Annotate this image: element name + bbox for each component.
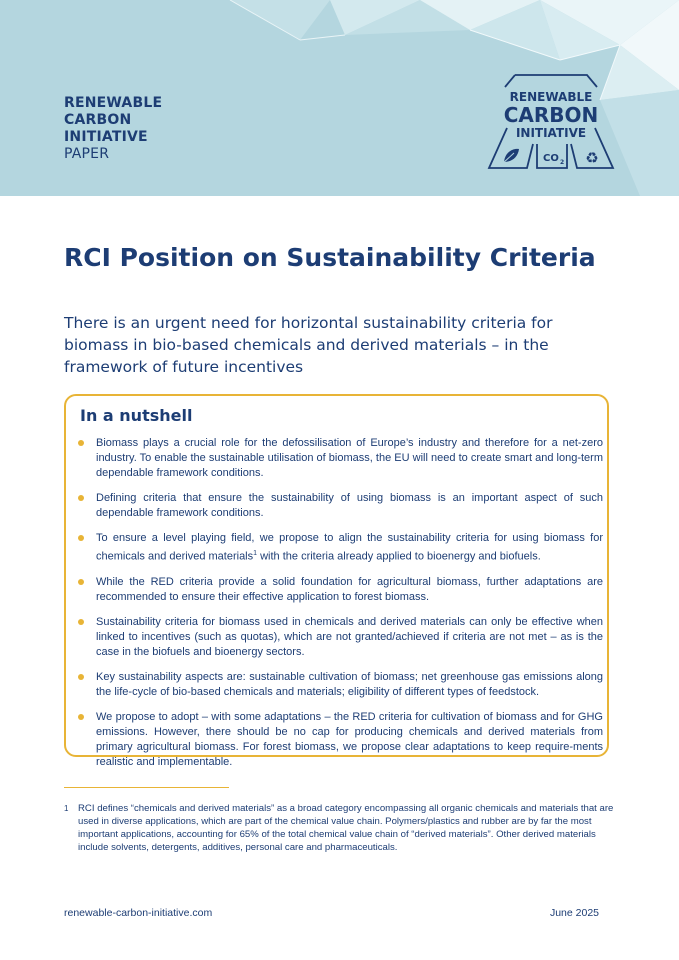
bullet-dot bbox=[78, 674, 84, 680]
footnote-text: RCI defines “chemicals and derived materials” as a broad category encompassing all organic chemicals and materials that are used in diverse applications, which are part of the chemical value chain. Polymers/plastics and rubber are by far the most important applications, accounting for 65% of the total chemical value chain of “derived materials”. Other derived materials include solvents, detergents, additives, personal care and pharmaceuticals. bbox=[78, 803, 614, 853]
bullet-dot bbox=[78, 579, 84, 585]
page-title: RCI Position on Sustainability Criteria bbox=[64, 243, 596, 272]
nutshell-bullet: While the RED criteria provide a solid foundation for agricultural biomass, further adaptations are recommended to ensure their effective application to forest biomass. bbox=[76, 575, 603, 605]
brand-line-2: CARBON bbox=[64, 112, 132, 128]
co2-icon bbox=[543, 153, 564, 166]
logo-line-3: INITIATIVE bbox=[515, 126, 587, 140]
svg-text:CO: CO bbox=[543, 153, 559, 164]
footnote-ref[interactable]: 1 bbox=[253, 550, 258, 557]
leaf-icon bbox=[502, 149, 519, 164]
brand-line-3: INITIATIVE bbox=[64, 129, 148, 145]
nutshell-bullet: Biomass plays a crucial role for the defossilisation of Europe’s industry and therefore for a net-zero industry. To enable the sustainable utilisation of biomass, the EU will need to create smart and long-term dependable framework conditions. bbox=[76, 436, 603, 481]
nutshell-box bbox=[64, 394, 609, 768]
page-subtitle: There is an urgent need for horizontal sustainability criteria for biomass in bio-based chemicals and derived materials – in the framework of future incentives bbox=[64, 314, 553, 376]
footnote bbox=[64, 802, 614, 854]
footer-url[interactable]: renewable-carbon-initiative.com bbox=[64, 907, 213, 919]
bullet-dot bbox=[78, 535, 84, 541]
svg-text:2: 2 bbox=[560, 159, 565, 166]
recycle-icon bbox=[585, 149, 598, 167]
header-band bbox=[0, 0, 679, 196]
nutshell-list bbox=[76, 436, 603, 780]
footer-date: June 2025 bbox=[549, 907, 599, 919]
logo-line-1: RENEWABLE bbox=[509, 90, 593, 104]
nutshell-bullet: Key sustainability aspects are: sustainable cultivation of biomass; net greenhouse gas emissions along the life-cycle of bio-based chemicals and materials; eligibility of different types of feedstock. bbox=[76, 670, 603, 700]
nutshell-bullet: Defining criteria that ensure the sustainability of using biomass is an important aspect of such dependable framework conditions. bbox=[76, 491, 603, 521]
bullet-dot bbox=[78, 495, 84, 501]
bullet-dot bbox=[78, 714, 84, 720]
brand-line-1: RENEWABLE bbox=[64, 95, 163, 111]
footnote-mark: 1 bbox=[64, 804, 69, 813]
rci-logo bbox=[485, 72, 617, 176]
svg-text:♻: ♻ bbox=[585, 149, 599, 167]
nutshell-bullet: We propose to adopt – with some adaptations – the RED criteria for cultivation of biomass and for GHG emissions. However, there should be no cap for producing chemicals and derived materials from primary agricultural biomass. For forest biomass, we propose clear adaptations to keep require-ments realistic and implementable. bbox=[76, 710, 603, 770]
brand-text bbox=[64, 95, 162, 163]
nutshell-bullet: To ensure a level playing field, we propose to align the sustainability criteria for using biomass for chemicals and derived materials$^1$ with the criteria already applied to bioenergy and biofuels. bbox=[76, 531, 603, 565]
bullet-dot bbox=[78, 440, 84, 446]
bullet-dot bbox=[78, 619, 84, 625]
nutshell-heading: In a nutshell bbox=[80, 406, 193, 425]
doc-type-label: PAPER bbox=[64, 146, 110, 162]
logo-line-2: CARBON bbox=[503, 103, 599, 127]
nutshell-bullet: Sustainability criteria for biomass used in chemicals and derived materials can only be effective when linked to incentives (such as quotas), which are not granted/achieved if criteria are not met – as is the case in the biofuels and bioenergy sectors. bbox=[76, 615, 603, 660]
footnote-divider bbox=[64, 787, 229, 788]
